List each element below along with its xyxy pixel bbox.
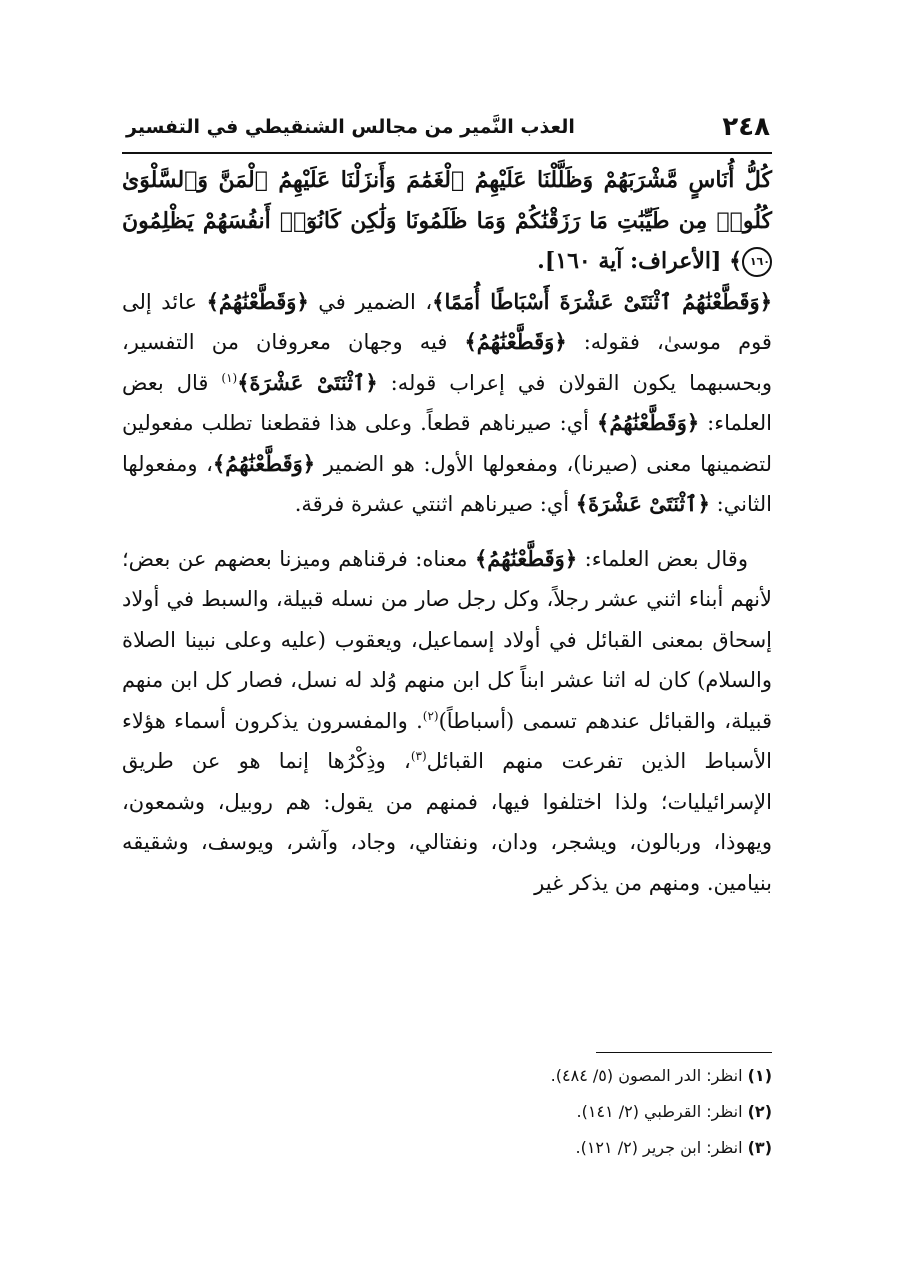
paragraph-text: ، ومفعولها الثاني:	[122, 451, 772, 516]
footnote-divider	[596, 1052, 772, 1053]
paragraph-2	[122, 539, 772, 904]
footnote-number: (١)	[747, 1066, 772, 1085]
quran-open-ornament: ﴿	[686, 410, 700, 435]
footnote-text: انظر: الدر المصون (٥/ ٤٨٤).	[550, 1066, 743, 1085]
quran-open-ornament: ﴿	[302, 450, 316, 476]
footnote-item	[360, 1094, 772, 1130]
quran-close-ornament: ﴾	[212, 450, 226, 476]
quran-open-ornament: ﴿	[759, 288, 773, 314]
paragraph-text: ، الضمير في	[318, 289, 433, 314]
footnote-ref[interactable]: (٢)	[422, 708, 439, 723]
quran-close-ornament: ﴾	[464, 329, 477, 354]
paragraph-text: معناه: فرقناهم وميزنا بعضهم عن بعض؛ لأنهم أبناء اثني عشر رجلاً، وكل رجل صار من نسله قبيلة، والسبط في أولاد إسحاق بمعنى القبائل في أولاد إسماعيل، ويعقوب (عليه وعلى نبينا الصلاة والسلام) كان له اثنا عشر ابناً كل ابن منهم وُلد له نسل، فصار كل ابن منهم قبيلة، والقبائل عندهم تسمى (أسباطاً)	[122, 546, 772, 733]
quran-open-ornament: ﴿	[554, 329, 567, 354]
page-header	[122, 110, 772, 154]
footnote-text: انظر: القرطبي (٢/ ١٤١).	[576, 1102, 743, 1121]
paragraph-text: أي: صيرناهم اثنتي عشرة فرقة.	[294, 492, 570, 516]
quran-quote: وَقَطَّعْنَٰهُمُ	[487, 545, 565, 571]
quran-quote: وَقَطَّعْنَٰهُمُ	[218, 288, 297, 314]
paragraph-text: قال بعض العلماء:	[122, 370, 772, 435]
quran-close-ornament: ﴾	[432, 288, 445, 314]
footnote-item	[360, 1058, 772, 1094]
footnote-number: (٢)	[747, 1102, 772, 1121]
quran-open-ornament: ﴿	[564, 545, 578, 571]
quran-quote: وَقَطَّعْنَٰهُمُ	[609, 410, 687, 435]
running-title: العذب النَّمير من مجالس الشنقيطي في التفسير	[126, 116, 575, 138]
footnotes	[360, 1058, 772, 1166]
footnote-ref[interactable]: (١)	[221, 370, 238, 385]
footnote-ref[interactable]: (٣)	[410, 749, 427, 763]
quran-quote: وَقَطَّعْنَٰهُمُ ٱثْنَتَىْ عَشْرَةَ أَسْبَاطًا أُمَمًا	[444, 288, 760, 314]
paragraph-text: عائد إلى قوم موسىٰ، فقوله:	[122, 289, 772, 354]
verse-block	[122, 160, 772, 282]
quran-open-ornament: ﴿	[697, 491, 710, 516]
paragraph-text: فيه وجهان معروفان من التفسير، وبحسبهما يكون القولان في إعراب قوله:	[122, 330, 772, 395]
footnote-item	[360, 1130, 772, 1166]
quran-quote: وَقَطَّعْنَٰهُمُ	[476, 329, 555, 354]
quran-quote: ٱثْنَتَىْ عَشْرَةَ	[588, 491, 698, 516]
quran-open-ornament: ﴿	[365, 369, 378, 395]
footnote-number: (٣)	[747, 1138, 772, 1157]
quran-open-ornament: ﴿	[296, 288, 309, 314]
quran-close-ornament: ﴾	[575, 491, 589, 516]
verse-closing-ornament: ﴾	[729, 248, 742, 274]
main-text	[122, 160, 772, 903]
quran-close-ornament: ﴾	[237, 369, 250, 395]
footnote-text: انظر: ابن جرير (٢/ ١٢١).	[575, 1138, 743, 1157]
quran-close-ornament: ﴾	[206, 288, 219, 314]
quran-quote: ٱثْنَتَىْ عَشْرَةَ	[249, 369, 366, 395]
paragraph-text: . والمفسرون يذكرون أسماء هؤلاء الأسباط الذين تفرعت منهم القبائل	[122, 708, 772, 773]
quran-close-ornament: ﴾	[474, 545, 488, 571]
paragraph-text: وقال بعض العلماء:	[584, 546, 748, 571]
paragraph-gap	[122, 525, 772, 539]
verse-reference: [الأعراف: آية ١٦٠].	[537, 248, 722, 274]
page-number: ٢٤٨	[722, 112, 770, 142]
verse-text: كُلُّ أُنَاسٍ مَّشْرَبَهُمْ وَظَلَّلْنَا عَلَيْهِمُ ٱلْغَمَٰمَ وَأَنزَلْنَا عَلَيْهِمُ ٱلْمَنَّ وَٱلسَّلْوَىٰ كُلُوا۟ مِن طَيِّبَٰتِ مَا رَزَقْنَٰكُمْ وَمَا ظَلَمُونَا وَلَٰكِن كَانُوٓا۟ أَنفُسَهُمْ يَظْلِمُونَ	[122, 167, 772, 234]
paragraph-text: أي: صيرناهم قطعاً. وعلى هذا فقطعنا تطلب مفعولين لتضمينها معنى (صيرنا)، ومفعولها الأول: هو الضمير	[122, 411, 773, 476]
quran-quote: وَقَطَّعْنَٰهُمُ	[225, 450, 303, 476]
ayah-number-marker: ١٦٠	[742, 247, 772, 277]
paragraph-1	[122, 282, 772, 525]
paragraph-text: ، وذِكْرُها إنما هو عن طريق الإسرائيليات؛ ولذا اختلفوا فيها، فمنهم من يقول: هم روبيل، وشمعون، ويهوذا، وربالون، ويشجر، ودان، ونفتالي، وجاد، وآشر، ويوسف، وشقيقه بنيامين. ومنهم من يذكر غير	[122, 749, 772, 895]
quran-close-ornament: ﴾	[597, 410, 610, 435]
